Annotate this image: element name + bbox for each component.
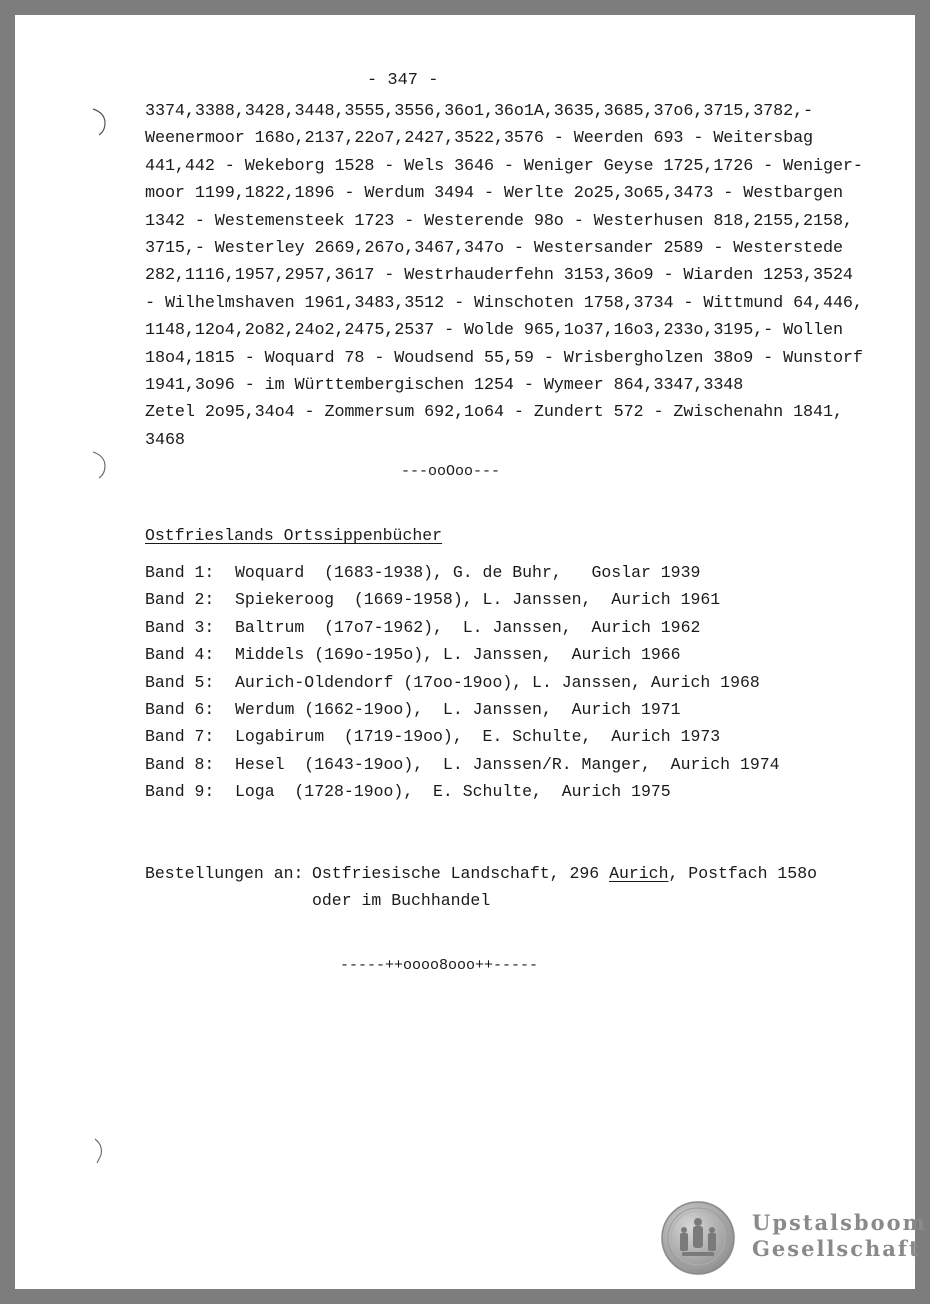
band-text: Logabirum (1719-19oo), E. Schulte, Aurich 1973 <box>235 727 721 747</box>
band-row <box>145 778 780 805</box>
index-line: - Wilhelmshaven 1961,3483,3512 - Winschoten 1758,3734 - Wittmund 64,446, <box>145 293 863 313</box>
logo-text-line: Upstalsboom <box>752 1210 927 1235</box>
band-row <box>145 696 780 723</box>
page-number: - 347 - <box>367 71 439 90</box>
seal-icon <box>660 1200 736 1276</box>
band-text: Baltrum (17o7-1962), L. Janssen, Aurich 1962 <box>235 617 701 637</box>
index-line: 18o4,1815 - Woquard 78 - Woudsend 55,59 - Wrisbergholzen 38o9 - Wunstorf <box>145 348 863 368</box>
punch-hole-mark-icon <box>91 105 111 139</box>
band-row <box>145 751 780 778</box>
end-separator: -----++oooo8ooo++----- <box>340 957 539 974</box>
order-address-prefix: Ostfriesische Landschaft, 296 <box>312 864 610 883</box>
section-separator: ---ooOoo--- <box>401 463 501 480</box>
order-address <box>312 860 817 887</box>
order-row <box>145 887 817 914</box>
band-label: Band 8: <box>145 754 215 774</box>
band-label: Band 9: <box>145 782 215 802</box>
order-address-suffix: , Postfach 158o <box>668 864 818 883</box>
band-row <box>145 586 780 613</box>
band-label: Band 3: <box>145 617 215 637</box>
band-row <box>145 641 780 668</box>
band-text: Werdum (1662-19oo), L. Janssen, Aurich 1971 <box>235 700 681 720</box>
band-text: Hesel (1643-19oo), L. Janssen/R. Manger, Aurich 1974 <box>235 754 780 774</box>
band-label: Band 1: <box>145 563 215 582</box>
band-label: Band 7: <box>145 727 215 747</box>
band-row <box>145 614 780 641</box>
band-text: Middels (169o-195o), L. Janssen, Aurich 1966 <box>235 645 681 665</box>
index-line: Weenermoor 168o,2137,22o7,2427,3522,3576 - Weerden 693 - Weitersbag <box>145 129 814 149</box>
place-index <box>145 98 885 454</box>
index-line: 1342 - Westemensteek 1723 - Westerende 98o - Westerhusen 818,2155,2158, <box>145 211 853 231</box>
logo-text-line: Gesellschaft <box>752 1236 921 1261</box>
document-page <box>15 15 927 1289</box>
band-label: Band 6: <box>145 700 215 720</box>
index-line: 441,442 - Wekeborg 1528 - Wels 3646 - Weniger Geyse 1725,1726 - Weniger- <box>145 156 863 176</box>
upstalsboom-logo <box>660 1200 927 1280</box>
order-info <box>145 860 817 915</box>
band-row <box>145 559 780 586</box>
band-label: Band 2: <box>145 590 215 610</box>
index-line: Zetel 2o95,34o4 - Zommersum 692,1o64 - Zundert 572 - Zwischenahn 1841, <box>145 403 843 423</box>
index-line: moor 1199,1822,1896 - Werdum 3494 - Werlte 2o25,3o65,3473 - Westbargen <box>145 184 843 204</box>
band-text: Spiekeroog (1669-1958), L. Janssen, Aurich 1961 <box>235 590 721 610</box>
punch-hole-mark-icon <box>91 448 111 482</box>
band-text: Loga (1728-19oo), E. Schulte, Aurich 1975 <box>235 782 671 802</box>
order-row <box>145 860 817 887</box>
section-title: Ostfrieslands Ortssippenbücher <box>145 526 443 545</box>
band-row <box>145 723 780 750</box>
band-row <box>145 669 780 696</box>
index-line: 3374,3388,3428,3448,3555,3556,36o1,36o1A,3635,3685,37o6,3715,3782,- <box>145 102 814 121</box>
band-list <box>145 559 780 806</box>
index-line: 1941,3o96 - im Württembergischen 1254 - Wymeer 864,3347,3348 <box>145 376 744 396</box>
index-line: 3715,- Westerley 2669,267o,3467,347o - Westersander 2589 - Westerstede <box>145 239 843 259</box>
band-text: Aurich-Oldendorf (17oo-19oo), L. Janssen, Aurich 1968 <box>235 672 760 692</box>
order-city: Aurich <box>609 864 669 883</box>
index-line: 1148,12o4,2o82,24o2,2475,2537 - Wolde 965,1o37,16o3,233o,3195,- Wollen <box>145 321 843 341</box>
band-label: Band 4: <box>145 645 215 665</box>
index-line: 3468 <box>145 430 185 450</box>
order-alternative: oder im Buchhandel <box>312 891 491 911</box>
order-label: Bestellungen an: <box>145 864 304 883</box>
band-label: Band 5: <box>145 672 215 692</box>
band-text: Woquard (1683-1938), G. de Buhr, Goslar 1939 <box>235 563 701 582</box>
index-line: 282,1116,1957,2957,3617 - Westrhauderfehn 3153,36o9 - Wiarden 1253,3524 <box>145 266 853 286</box>
punch-hole-mark-icon <box>91 1135 111 1169</box>
